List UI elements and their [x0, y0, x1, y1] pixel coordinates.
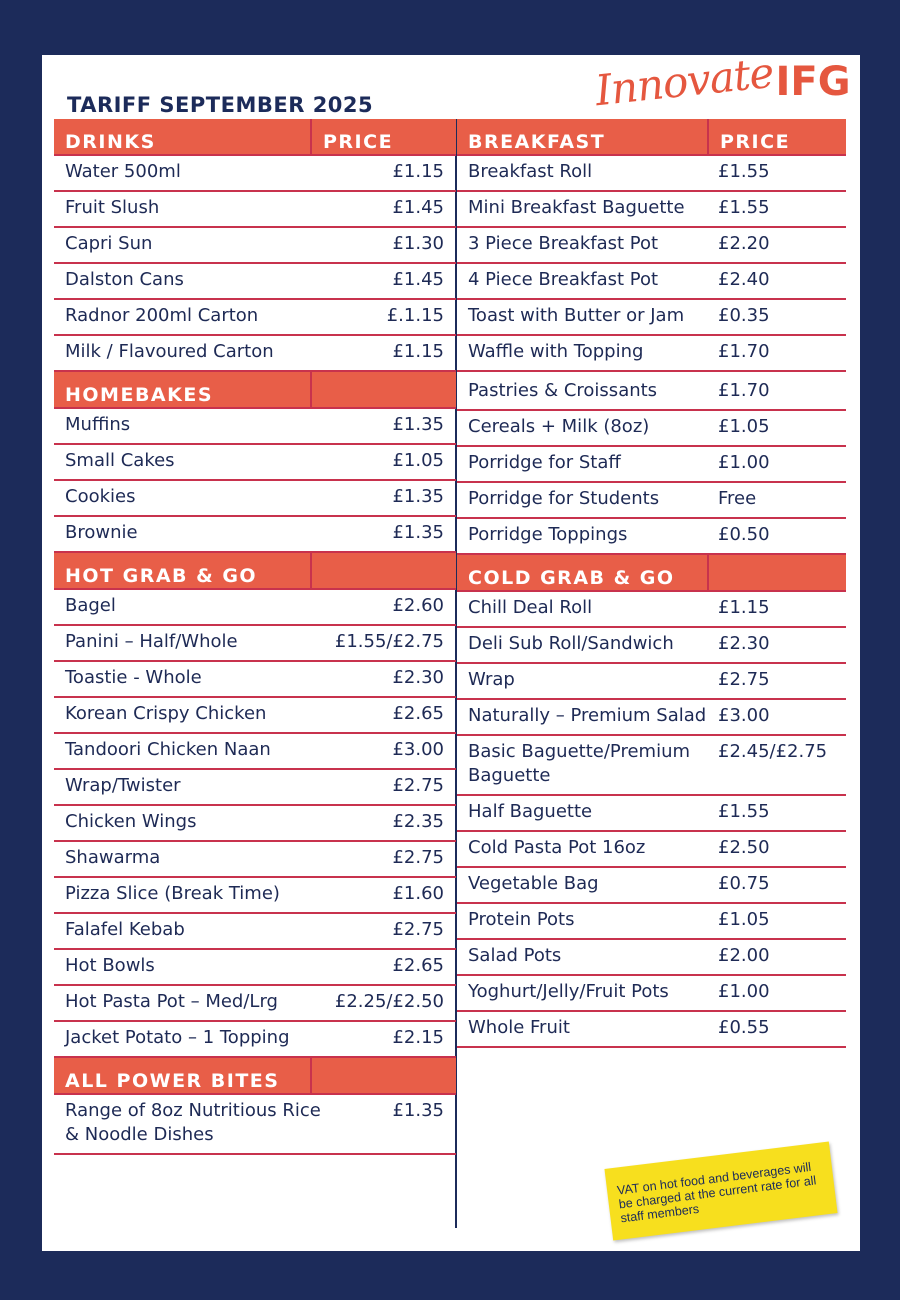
menu-item-price: £1.15 [392, 341, 444, 362]
menu-item-row [457, 904, 846, 940]
menu-item-name: Korean Crispy Chicken [65, 703, 267, 724]
menu-item-row [54, 228, 456, 264]
menu-item-name: Brownie [65, 522, 138, 543]
menu-item-price: £2.75 [392, 919, 444, 940]
menu-item-price: £2.60 [392, 595, 444, 616]
menu-item-price: £2.75 [718, 669, 770, 690]
menu-item-price: £1.45 [392, 269, 444, 290]
menu-item-price: £1.00 [718, 981, 770, 1002]
menu-item-price: £2.30 [718, 633, 770, 654]
menu-item-name: Pizza Slice (Break Time) [65, 883, 280, 904]
menu-item-name: Toast with Butter or Jam [468, 305, 685, 326]
menu-item-row [54, 336, 456, 372]
menu-item-row [54, 698, 456, 734]
menu-item-name: Milk / Flavoured Carton [65, 341, 274, 362]
menu-item-row [54, 626, 456, 662]
menu-item-price: £2.25/£2.50 [334, 991, 444, 1012]
menu-item-name: Falafel Kebab [65, 919, 185, 940]
menu-item-price: £1.35 [392, 486, 444, 507]
menu-item-name: Porridge Toppings [468, 524, 628, 545]
menu-item-row [457, 664, 846, 700]
menu-item-name: Toastie - Whole [65, 667, 202, 688]
menu-item-name: Capri Sun [65, 233, 153, 254]
menu-item-name: Naturally – Premium Salad [468, 705, 707, 726]
vat-notice-sticker: VAT on hot food and beverages will be charged at the current rate for all staff members [604, 1141, 837, 1240]
menu-item-name: Vegetable Bag [468, 873, 599, 894]
price-column-header [310, 553, 456, 588]
menu-item-row [457, 736, 846, 796]
section-header-breakfast [457, 119, 846, 156]
section-header-hot-grab-and-go [54, 553, 456, 590]
menu-item-name: Whole Fruit [468, 1017, 570, 1038]
menu-item-row [54, 986, 456, 1022]
menu-item-row [54, 914, 456, 950]
menu-item-price: £1.05 [718, 909, 770, 930]
menu-item-price: £1.55/£2.75 [334, 631, 444, 652]
logo-ifg: IFG [775, 58, 851, 105]
menu-item-row [54, 481, 456, 517]
menu-item-name: Muffins [65, 414, 131, 435]
menu-item-price: £2.15 [392, 1027, 444, 1048]
menu-item-price: £1.15 [718, 597, 770, 618]
left-column [54, 119, 456, 1155]
menu-item-row [457, 940, 846, 976]
section-title: COLD GRAB & GO [468, 567, 675, 589]
section-title: ALL POWER BITES [65, 1070, 280, 1092]
menu-item-price: £3.00 [392, 739, 444, 760]
menu-item-price: £1.35 [392, 522, 444, 543]
menu-item-row [54, 264, 456, 300]
menu-item-name: Breakfast Roll [468, 161, 593, 182]
menu-item-name: Protein Pots [468, 909, 575, 930]
price-column-header: PRICE [310, 119, 456, 154]
menu-item-name: Wrap/Twister [65, 775, 181, 796]
menu-item-row [54, 842, 456, 878]
menu-item-price: £2.30 [392, 667, 444, 688]
menu-item-row [457, 372, 846, 411]
menu-item-name: Hot Bowls [65, 955, 155, 976]
section-header-homebakes [54, 372, 456, 409]
menu-item-row [457, 628, 846, 664]
menu-item-price: £2.75 [392, 847, 444, 868]
menu-item-row [54, 734, 456, 770]
menu-item-name: Porridge for Staff [468, 452, 621, 473]
menu-item-name: Half Baguette [468, 801, 593, 822]
menu-item-price: £1.70 [718, 380, 770, 401]
menu-item-row [457, 264, 846, 300]
menu-item-price: £0.50 [718, 524, 770, 545]
menu-item-name: Cereals + Milk (8oz) [468, 416, 650, 437]
menu-item-row [457, 228, 846, 264]
menu-item-price: £2.45/£2.75 [718, 741, 828, 762]
menu-item-row [457, 483, 846, 519]
menu-item-row [457, 519, 846, 555]
menu-item-price: £1.30 [392, 233, 444, 254]
menu-item-row [54, 662, 456, 698]
menu-item-row [54, 300, 456, 336]
menu-item-price: £1.55 [718, 161, 770, 182]
menu-item-row [54, 770, 456, 806]
menu-item-row [457, 592, 846, 628]
innovate-ifg-logo [592, 47, 851, 117]
menu-item-price: £1.15 [392, 161, 444, 182]
menu-item-row [54, 192, 456, 228]
menu-item-row [457, 156, 846, 192]
logo-script: Innovate [592, 47, 776, 116]
menu-item-name: Wrap [468, 669, 515, 690]
menu-item-row [54, 806, 456, 842]
menu-item-row [457, 832, 846, 868]
menu-item-price: Free [718, 488, 757, 509]
menu-item-price: £1.55 [718, 197, 770, 218]
menu-item-name: Yoghurt/Jelly/Fruit Pots [468, 981, 669, 1002]
menu-item-price: £2.00 [718, 945, 770, 966]
menu-item-price: £2.35 [392, 811, 444, 832]
price-column-header: PRICE [707, 119, 846, 154]
menu-item-price: £2.40 [718, 269, 770, 290]
section-header-drinks [54, 119, 456, 156]
menu-item-price: £2.75 [392, 775, 444, 796]
page-title: TARIFF SEPTEMBER 2025 [67, 93, 374, 117]
menu-item-price: £2.65 [392, 955, 444, 976]
menu-item-name: Pastries & Croissants [468, 380, 658, 401]
menu-item-price: £1.45 [392, 197, 444, 218]
menu-item-row [54, 1095, 456, 1155]
menu-item-row [457, 192, 846, 228]
menu-item-row [457, 411, 846, 447]
menu-item-row [54, 950, 456, 986]
menu-item-price: £1.60 [392, 883, 444, 904]
menu-item-price: £3.00 [718, 705, 770, 726]
menu-item-name: Water 500ml [65, 161, 181, 182]
menu-item-row [457, 1012, 846, 1048]
menu-item-price: £1.00 [718, 452, 770, 473]
menu-item-row [457, 300, 846, 336]
menu-item-row [54, 445, 456, 481]
menu-item-name: Small Cakes [65, 450, 175, 471]
menu-item-name: Hot Pasta Pot – Med/Lrg [65, 991, 278, 1012]
menu-item-name: Tandoori Chicken Naan [65, 739, 271, 760]
menu-item-row [54, 409, 456, 445]
menu-item-name: Cookies [65, 486, 136, 507]
menu-item-price: £0.35 [718, 305, 770, 326]
menu-item-name: Deli Sub Roll/Sandwich [468, 633, 674, 654]
menu-item-name: Salad Pots [468, 945, 562, 966]
menu-item-price: £2.65 [392, 703, 444, 724]
menu-item-row [457, 447, 846, 483]
menu-item-price: £2.50 [718, 837, 770, 858]
menu-item-name: Range of 8oz Nutritious Rice & Noodle Dishes [65, 1100, 321, 1145]
menu-item-name: Chicken Wings [65, 811, 197, 832]
section-title: HOT GRAB & GO [65, 565, 258, 587]
menu-item-row [457, 796, 846, 832]
price-column-header [310, 372, 456, 407]
menu-item-price: £1.70 [718, 341, 770, 362]
menu-item-row [457, 976, 846, 1012]
menu-item-row [54, 590, 456, 626]
menu-item-row [457, 700, 846, 736]
menu-item-name: Radnor 200ml Carton [65, 305, 259, 326]
menu-item-row [457, 336, 846, 372]
tariff-card [42, 47, 860, 1251]
menu-item-row [54, 878, 456, 914]
menu-item-name: 3 Piece Breakfast Pot [468, 233, 659, 254]
menu-item-price: £1.35 [392, 1100, 444, 1121]
menu-item-name: Dalston Cans [65, 269, 184, 290]
menu-item-name: Panini – Half/Whole [65, 631, 238, 652]
right-column [457, 119, 846, 1048]
menu-item-price: £1.35 [392, 414, 444, 435]
menu-item-name: Basic Baguette/Premium Baguette [468, 741, 691, 786]
menu-item-name: Porridge for Students [468, 488, 660, 509]
menu-item-row [54, 156, 456, 192]
section-title: BREAKFAST [468, 131, 606, 153]
section-header-all-power-bites [54, 1058, 456, 1095]
menu-item-price: £0.75 [718, 873, 770, 894]
menu-item-name: Fruit Slush [65, 197, 160, 218]
menu-item-row [457, 868, 846, 904]
menu-item-row [54, 1022, 456, 1058]
menu-item-name: Mini Breakfast Baguette [468, 197, 685, 218]
menu-item-price: £1.05 [392, 450, 444, 471]
menu-item-name: Chill Deal Roll [468, 597, 593, 618]
section-header-cold-grab-and-go [457, 555, 846, 592]
menu-item-name: Cold Pasta Pot 16oz [468, 837, 646, 858]
menu-item-price: £1.05 [718, 416, 770, 437]
price-column-header [310, 1058, 456, 1093]
menu-item-name: Waffle with Topping [468, 341, 644, 362]
menu-item-row [54, 517, 456, 553]
menu-item-price: £.1.15 [386, 305, 444, 326]
section-title: HOMEBAKES [65, 384, 214, 406]
section-title: DRINKS [65, 131, 156, 153]
price-column-header [707, 555, 846, 590]
menu-item-price: £1.55 [718, 801, 770, 822]
menu-item-price: £0.55 [718, 1017, 770, 1038]
menu-item-name: Jacket Potato – 1 Topping [65, 1027, 290, 1048]
menu-item-name: 4 Piece Breakfast Pot [468, 269, 659, 290]
menu-item-name: Bagel [65, 595, 116, 616]
menu-item-name: Shawarma [65, 847, 161, 868]
menu-item-price: £2.20 [718, 233, 770, 254]
